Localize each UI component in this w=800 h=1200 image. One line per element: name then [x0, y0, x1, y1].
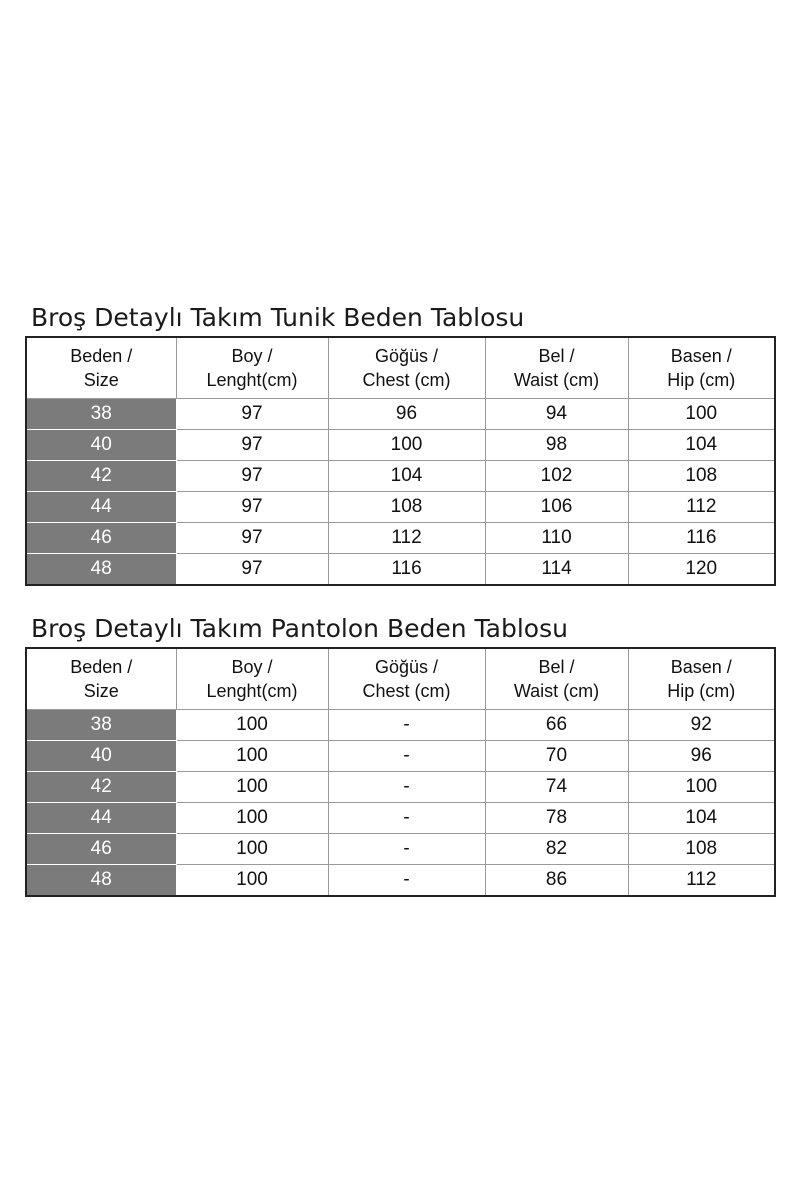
length-cell: 97 — [176, 523, 328, 554]
table-row — [26, 741, 775, 772]
hip-cell: 100 — [628, 772, 775, 803]
size-cell: 38 — [26, 399, 176, 430]
table-row — [26, 865, 775, 897]
pants-size-table — [25, 647, 776, 897]
waist-cell: 102 — [485, 461, 628, 492]
length-cell: 97 — [176, 554, 328, 586]
pants-size-chart — [25, 611, 774, 897]
waist-cell: 114 — [485, 554, 628, 586]
header-chest: Göğüs / Chest (cm) — [328, 337, 485, 399]
waist-cell: 78 — [485, 803, 628, 834]
size-cell: 40 — [26, 741, 176, 772]
tunic-size-table — [25, 336, 776, 586]
hip-cell: 104 — [628, 803, 775, 834]
size-cell: 46 — [26, 523, 176, 554]
length-cell: 100 — [176, 865, 328, 897]
size-cell: 44 — [26, 492, 176, 523]
hip-cell: 108 — [628, 461, 775, 492]
chest-cell: 108 — [328, 492, 485, 523]
tunic-chart-title: Broş Detaylı Takım Tunik Beden Tablosu — [31, 303, 525, 332]
size-cell: 46 — [26, 834, 176, 865]
table-header-row — [26, 337, 775, 399]
chest-cell: - — [328, 803, 485, 834]
chest-cell: - — [328, 834, 485, 865]
size-cell: 38 — [26, 710, 176, 741]
header-size: Beden / Size — [26, 337, 176, 399]
length-cell: 100 — [176, 741, 328, 772]
header-hip: Basen / Hip (cm) — [628, 648, 775, 710]
length-cell: 97 — [176, 461, 328, 492]
table-row — [26, 803, 775, 834]
table-row — [26, 710, 775, 741]
chest-cell: 116 — [328, 554, 485, 586]
hip-cell: 112 — [628, 865, 775, 897]
hip-cell: 116 — [628, 523, 775, 554]
hip-cell: 120 — [628, 554, 775, 586]
hip-cell: 112 — [628, 492, 775, 523]
table-row — [26, 523, 775, 554]
size-cell: 40 — [26, 430, 176, 461]
table-row — [26, 772, 775, 803]
table-row — [26, 554, 775, 586]
chest-cell: 112 — [328, 523, 485, 554]
header-chest: Göğüs / Chest (cm) — [328, 648, 485, 710]
table-row — [26, 834, 775, 865]
chest-cell: - — [328, 710, 485, 741]
size-cell: 44 — [26, 803, 176, 834]
waist-cell: 110 — [485, 523, 628, 554]
chest-cell: - — [328, 865, 485, 897]
tunic-size-chart — [25, 300, 774, 586]
hip-cell: 100 — [628, 399, 775, 430]
hip-cell: 92 — [628, 710, 775, 741]
header-length: Boy / Lenght(cm) — [176, 648, 328, 710]
chest-cell: - — [328, 741, 485, 772]
size-cell: 48 — [26, 554, 176, 586]
length-cell: 100 — [176, 803, 328, 834]
header-length: Boy / Lenght(cm) — [176, 337, 328, 399]
hip-cell: 108 — [628, 834, 775, 865]
table-row — [26, 430, 775, 461]
size-cell: 42 — [26, 772, 176, 803]
waist-cell: 106 — [485, 492, 628, 523]
waist-cell: 98 — [485, 430, 628, 461]
length-cell: 100 — [176, 710, 328, 741]
waist-cell: 82 — [485, 834, 628, 865]
waist-cell: 66 — [485, 710, 628, 741]
pants-chart-title: Broş Detaylı Takım Pantolon Beden Tablosu — [31, 614, 568, 643]
length-cell: 97 — [176, 492, 328, 523]
header-hip: Basen / Hip (cm) — [628, 337, 775, 399]
waist-cell: 86 — [485, 865, 628, 897]
size-cell: 48 — [26, 865, 176, 897]
waist-cell: 94 — [485, 399, 628, 430]
header-size: Beden / Size — [26, 648, 176, 710]
header-waist: Bel / Waist (cm) — [485, 648, 628, 710]
hip-cell: 96 — [628, 741, 775, 772]
hip-cell: 104 — [628, 430, 775, 461]
waist-cell: 70 — [485, 741, 628, 772]
length-cell: 97 — [176, 399, 328, 430]
length-cell: 100 — [176, 772, 328, 803]
chest-cell: - — [328, 772, 485, 803]
header-waist: Bel / Waist (cm) — [485, 337, 628, 399]
length-cell: 97 — [176, 430, 328, 461]
size-cell: 42 — [26, 461, 176, 492]
table-header-row — [26, 648, 775, 710]
table-row — [26, 399, 775, 430]
chest-cell: 104 — [328, 461, 485, 492]
table-row — [26, 461, 775, 492]
chest-cell: 100 — [328, 430, 485, 461]
chest-cell: 96 — [328, 399, 485, 430]
waist-cell: 74 — [485, 772, 628, 803]
length-cell: 100 — [176, 834, 328, 865]
table-row — [26, 492, 775, 523]
